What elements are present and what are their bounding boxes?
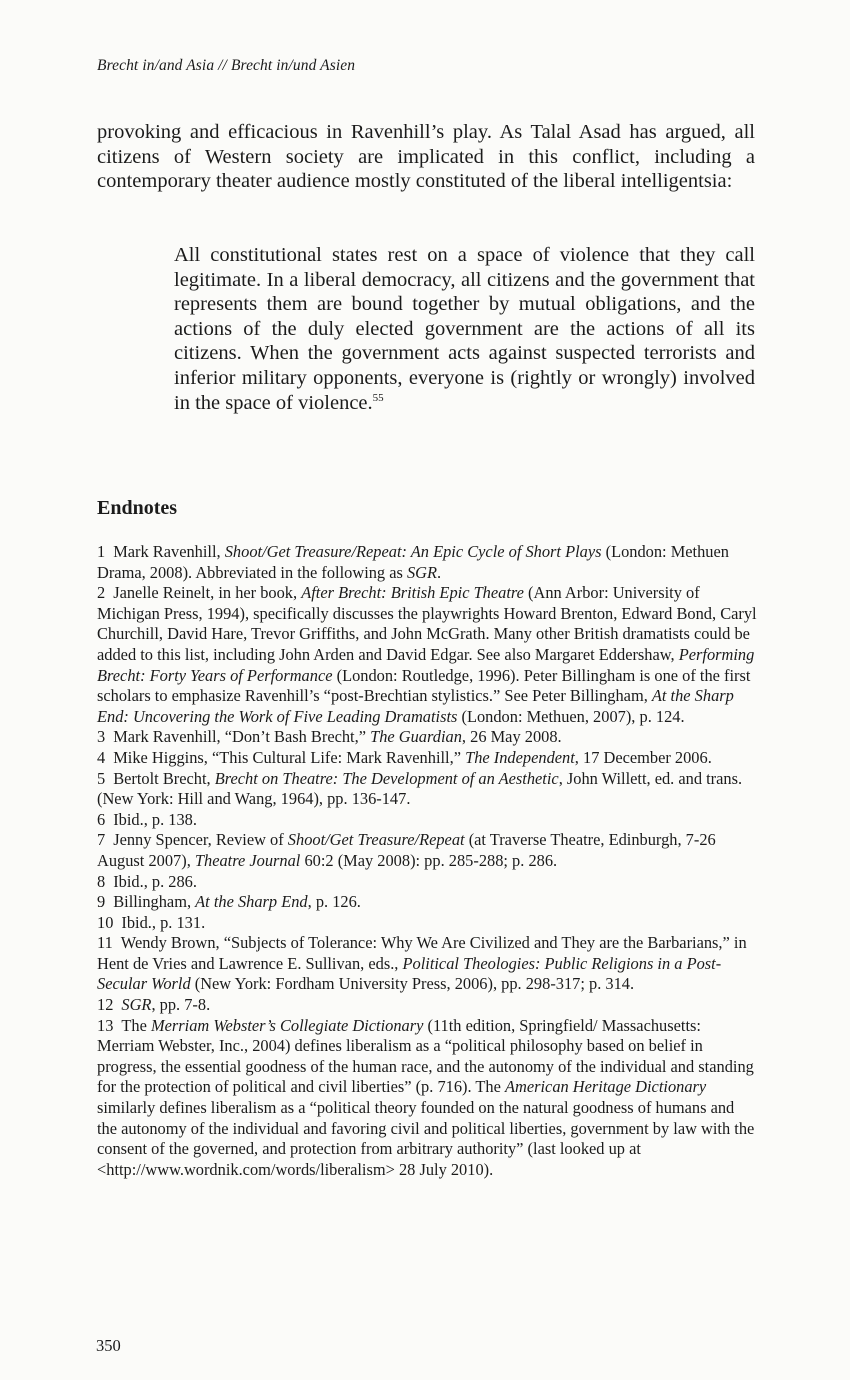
page-number: 350 xyxy=(96,1336,121,1355)
endnote-text: The xyxy=(121,1015,151,1035)
endnote-number: 1 xyxy=(97,542,106,561)
block-quote-text: All constitutional states rest on a space of violence that they call legitimate. In a liberal democracy, all citizens and the government that represents them are bound together by mutual obligations, and the actions of the duly elected government are the actions of all its citizens. When the government acts against suspected terrorists and inferior military opponents, everyone is (rightly or wrongly) involved in the space of violence. xyxy=(174,244,755,414)
endnote-text: , pp. 7-8. xyxy=(151,995,211,1015)
endnote-item xyxy=(97,1016,757,1181)
footnote-ref: 55 xyxy=(372,391,384,404)
endnote-item xyxy=(97,769,757,810)
endnote-title: The Guardian xyxy=(370,727,462,747)
endnote-item xyxy=(97,810,757,831)
endnote-text: similarly defines liberalism as a “political theory founded on the natural goodness of humans and the autonomy of the individual and favoring civil and political liberties, government by law with the consent of the governed, and protection from arbitrary authority” (last looked up at <http://www.wordnik.com/words/liberalism> 28 July 2010). xyxy=(97,1098,755,1179)
endnote-text: Mark Ravenhill, xyxy=(113,542,225,561)
endnote-item xyxy=(97,995,757,1016)
endnote-title: Brecht on Theatre: The Development of an Aesthetic xyxy=(214,768,559,788)
endnote-title: The Independent xyxy=(465,747,575,767)
endnote-text: Ibid., p. 286. xyxy=(113,871,197,891)
endnote-title: At the Sharp End: Uncovering the Work of Five Leading Dramatists xyxy=(97,686,734,726)
body-paragraph: provoking and efficacious in Ravenhill’s play. As Talal Asad has argued, all citizens of Western society are implicated in this conflict, including a contemporary theater audience mostly constituted of the liberal intelligentsia: xyxy=(97,121,755,192)
endnote-text: , 26 May 2008. xyxy=(461,727,562,747)
endnote-title: Merriam Webster’s Collegiate Dictionary xyxy=(150,1015,424,1035)
endnote-text: Ibid., p. 138. xyxy=(113,809,197,829)
endnote-text: Wendy Brown, “Subjects of Tolerance: Why We Are Civilized and They are the Barbarians,” in Hent de Vries and Lawrence E. Sullivan, eds., xyxy=(97,933,747,973)
endnote-text: Jenny Spencer, Review of xyxy=(113,830,288,850)
endnote-text: (at Traverse Theatre, Edinburgh, 7-26 August 2007), xyxy=(97,830,716,870)
endnote-title: American Heritage Dictionary xyxy=(504,1077,707,1097)
endnote-text: Bertolt Brecht, xyxy=(113,768,215,788)
endnote-number: 3 xyxy=(97,727,106,747)
endnote-text: (London: Routledge, 1996). Peter Billingham is one of the first scholars to emphasize Ravenhill’s “post-Brechtian stylistics.” See Peter Billingham, xyxy=(97,665,751,706)
endnote-text: (Ann Arbor: University of Michigan Press, 1994), specifically discusses the playwrights Howard Brenton, Edward Bond, Caryl Churchill, David Hare, Trevor Griffiths, and John McGrath. Many other British dramatists could be added to this list, including John Arden and David Edgar. See also Margaret Eddershaw, xyxy=(97,583,757,664)
endnote-number: 10 xyxy=(97,912,114,932)
endnote-number: 9 xyxy=(97,892,106,912)
endnote-item xyxy=(97,913,757,934)
endnote-text: , John Willett, ed. and trans. (New York: Hill and Wang, 1964), pp. 136-147. xyxy=(97,768,743,809)
endnote-text: , p. 126. xyxy=(307,892,361,912)
endnote-text: . xyxy=(437,562,442,582)
endnote-title: At the Sharp End xyxy=(195,892,308,912)
endnote-title: Shoot/Get Treasure/Repeat: An Epic Cycle of Short Plays xyxy=(224,542,602,561)
endnote-text: Billingham, xyxy=(113,892,196,912)
endnote-item xyxy=(97,872,757,893)
running-head: Brecht in/and Asia // Brecht in/und Asien xyxy=(97,57,356,74)
endnotes-list xyxy=(97,542,757,1180)
endnote-number: 2 xyxy=(97,583,106,603)
endnotes-heading: Endnotes xyxy=(97,497,178,519)
endnote-title: SGR xyxy=(406,562,438,582)
endnote-number: 12 xyxy=(97,995,114,1015)
endnote-text: (11th edition, Springfield/ Massachusetts: Merriam Webster, Inc., 2004) defines liberalism as a “political philosophy based on belief in progress, the essential goodness of the human race, and the autonomy of the individual and standing for the protection of political and civil liberties” (p. 716). The xyxy=(97,1015,754,1097)
endnote-text: Mark Ravenhill, “Don’t Bash Brecht,” xyxy=(113,727,371,747)
endnote-item xyxy=(97,933,757,995)
endnote-text: , 17 December 2006. xyxy=(574,747,712,767)
endnote-text: (London: Methuen, 2007), p. 124. xyxy=(457,706,685,726)
endnote-title: Theatre Journal xyxy=(194,850,301,870)
endnote-text: (New York: Fordham University Press, 2006), pp. 298-317; p. 314. xyxy=(190,974,635,994)
endnote-text: Ibid., p. 131. xyxy=(121,912,206,932)
endnote-number: 7 xyxy=(97,830,106,850)
endnote-number: 11 xyxy=(97,933,113,953)
endnote-number: 13 xyxy=(97,1015,114,1035)
endnote-title: Political Theologies: Public Religions in a Post-Secular World xyxy=(97,953,722,994)
endnote-item xyxy=(97,748,757,769)
endnote-text: 60:2 (May 2008): pp. 285-288; p. 286. xyxy=(300,850,558,870)
endnote-item xyxy=(97,830,757,871)
endnote-item xyxy=(97,542,757,583)
endnote-number: 6 xyxy=(97,809,106,829)
block-quote xyxy=(174,243,755,415)
endnote-title: SGR xyxy=(121,995,152,1015)
endnote-item xyxy=(97,892,757,913)
endnote-title: Performing Brecht: Forty Years of Performance xyxy=(97,644,755,685)
endnote-text: Janelle Reinelt, in her book, xyxy=(113,583,302,603)
endnote-title: After Brecht: British Epic Theatre xyxy=(301,583,524,603)
endnote-number: 4 xyxy=(97,747,106,767)
endnote-text: (London: Methuen Drama, 2008). Abbreviated in the following as xyxy=(97,542,729,582)
endnote-number: 8 xyxy=(97,871,106,891)
endnote-title: Shoot/Get Treasure/Repeat xyxy=(287,830,465,850)
endnote-text: Mike Higgins, “This Cultural Life: Mark Ravenhill,” xyxy=(113,747,466,767)
endnote-item xyxy=(97,727,757,748)
endnote-item xyxy=(97,583,757,727)
endnote-number: 5 xyxy=(97,768,106,788)
